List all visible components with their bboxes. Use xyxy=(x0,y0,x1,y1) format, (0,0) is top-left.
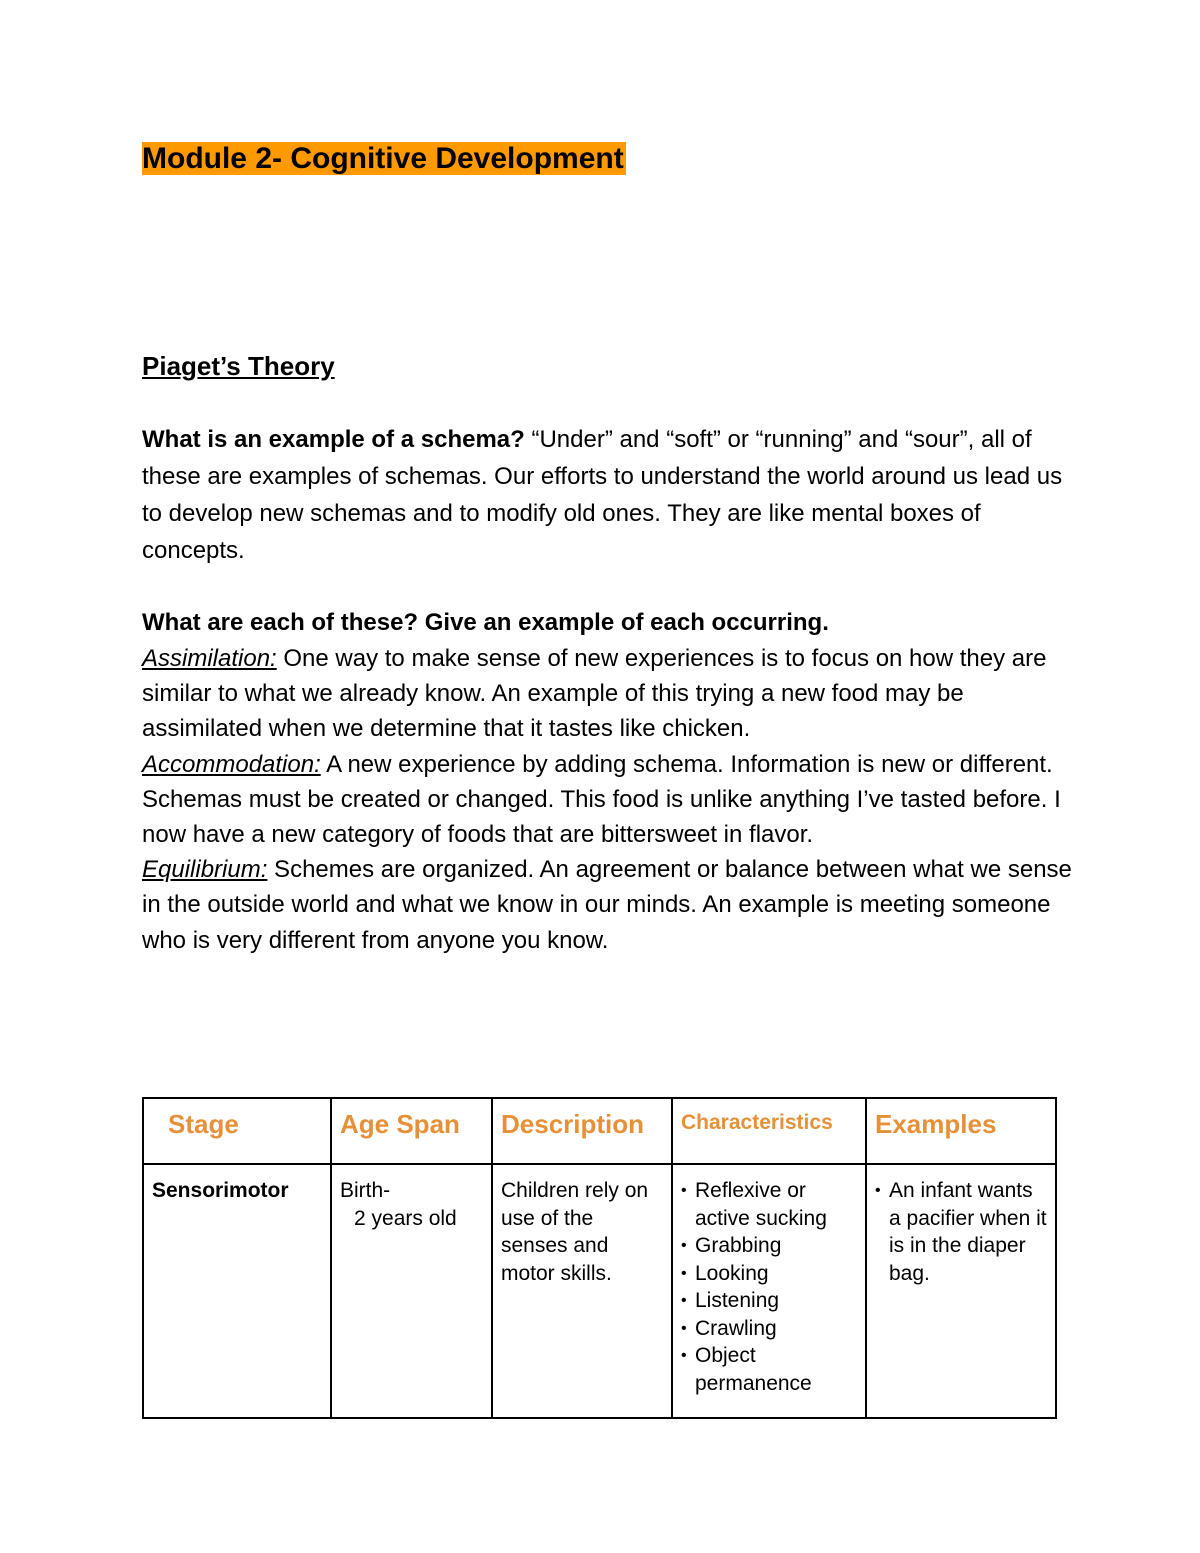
list-item: • Reflexive or active sucking xyxy=(681,1177,857,1232)
definition-term: Accommodation: xyxy=(142,750,321,778)
section-heading: Piaget’s Theory xyxy=(142,351,335,381)
list-item: • Grabbing xyxy=(681,1232,857,1260)
cell-stage: Sensorimotor xyxy=(143,1164,331,1418)
header-characteristics: Characteristics xyxy=(672,1098,866,1164)
definition-equilibrium xyxy=(142,852,1082,958)
characteristics-list xyxy=(681,1177,857,1397)
title-text: Module 2- Cognitive Development xyxy=(142,142,624,175)
table-header-row xyxy=(143,1098,1056,1164)
examples-list xyxy=(875,1177,1047,1287)
list-item: • An infant wants a pacifier when it is in the diaper bag. xyxy=(875,1177,1047,1287)
definition-text: A new experience by adding schema. Information is new or different. Schemas must be created or changed. This food is unlike anything I’ve tasted before. I now have a new category of foods that are bittersweet in flavor. xyxy=(142,750,1061,849)
cell-age-span xyxy=(331,1164,492,1418)
definition-text: One way to make sense of new experiences is to focus on how they are similar to what we already know. An example of this trying a new food may be assimilated when we determine that it tastes like chicken. xyxy=(142,645,1047,743)
cell-description: Children rely on use of the senses and motor skills. xyxy=(492,1164,672,1418)
definition-term: Assimilation: xyxy=(142,645,277,672)
header-age-span: Age Span xyxy=(331,1098,492,1164)
list-item: • Listening xyxy=(681,1287,857,1315)
list-item: • Looking xyxy=(681,1260,857,1288)
list-item: • Crawling xyxy=(681,1315,857,1343)
definition-term: Equilibrium: xyxy=(142,856,268,884)
definitions-block xyxy=(142,604,1082,958)
cell-examples xyxy=(866,1164,1056,1418)
schema-question: What is an example of a schema? xyxy=(142,426,525,453)
definition-text: Schemes are organized. An agreement or balance between what we sense in the outside world and what we know in our minds. An example is meeting someone who is very different from anyone you know. xyxy=(142,856,1072,954)
schema-answer: “Under” and “soft” or “running” and “sour”, all of these are examples of schemas. Our efforts to understand the world around us lead us to develop new schemas and to modify old ones. They are like mental boxes of concepts. xyxy=(142,426,1063,564)
definitions-question: What are each of these? Give an example of each occurring. xyxy=(142,609,829,636)
header-examples: Examples xyxy=(866,1098,1056,1164)
schema-paragraph xyxy=(142,421,1082,569)
table-row xyxy=(143,1164,1056,1418)
header-description: Description xyxy=(492,1098,672,1164)
header-stage: Stage xyxy=(143,1098,331,1164)
cell-characteristics xyxy=(672,1164,866,1418)
definition-accommodation xyxy=(142,747,1082,853)
age-line: 2 years old xyxy=(354,1206,457,1230)
document-title xyxy=(142,140,626,178)
definition-assimilation xyxy=(142,641,1082,747)
stages-table xyxy=(142,1097,1057,1419)
age-line: Birth- xyxy=(340,1179,391,1202)
list-item: • Object permanence xyxy=(681,1342,857,1397)
